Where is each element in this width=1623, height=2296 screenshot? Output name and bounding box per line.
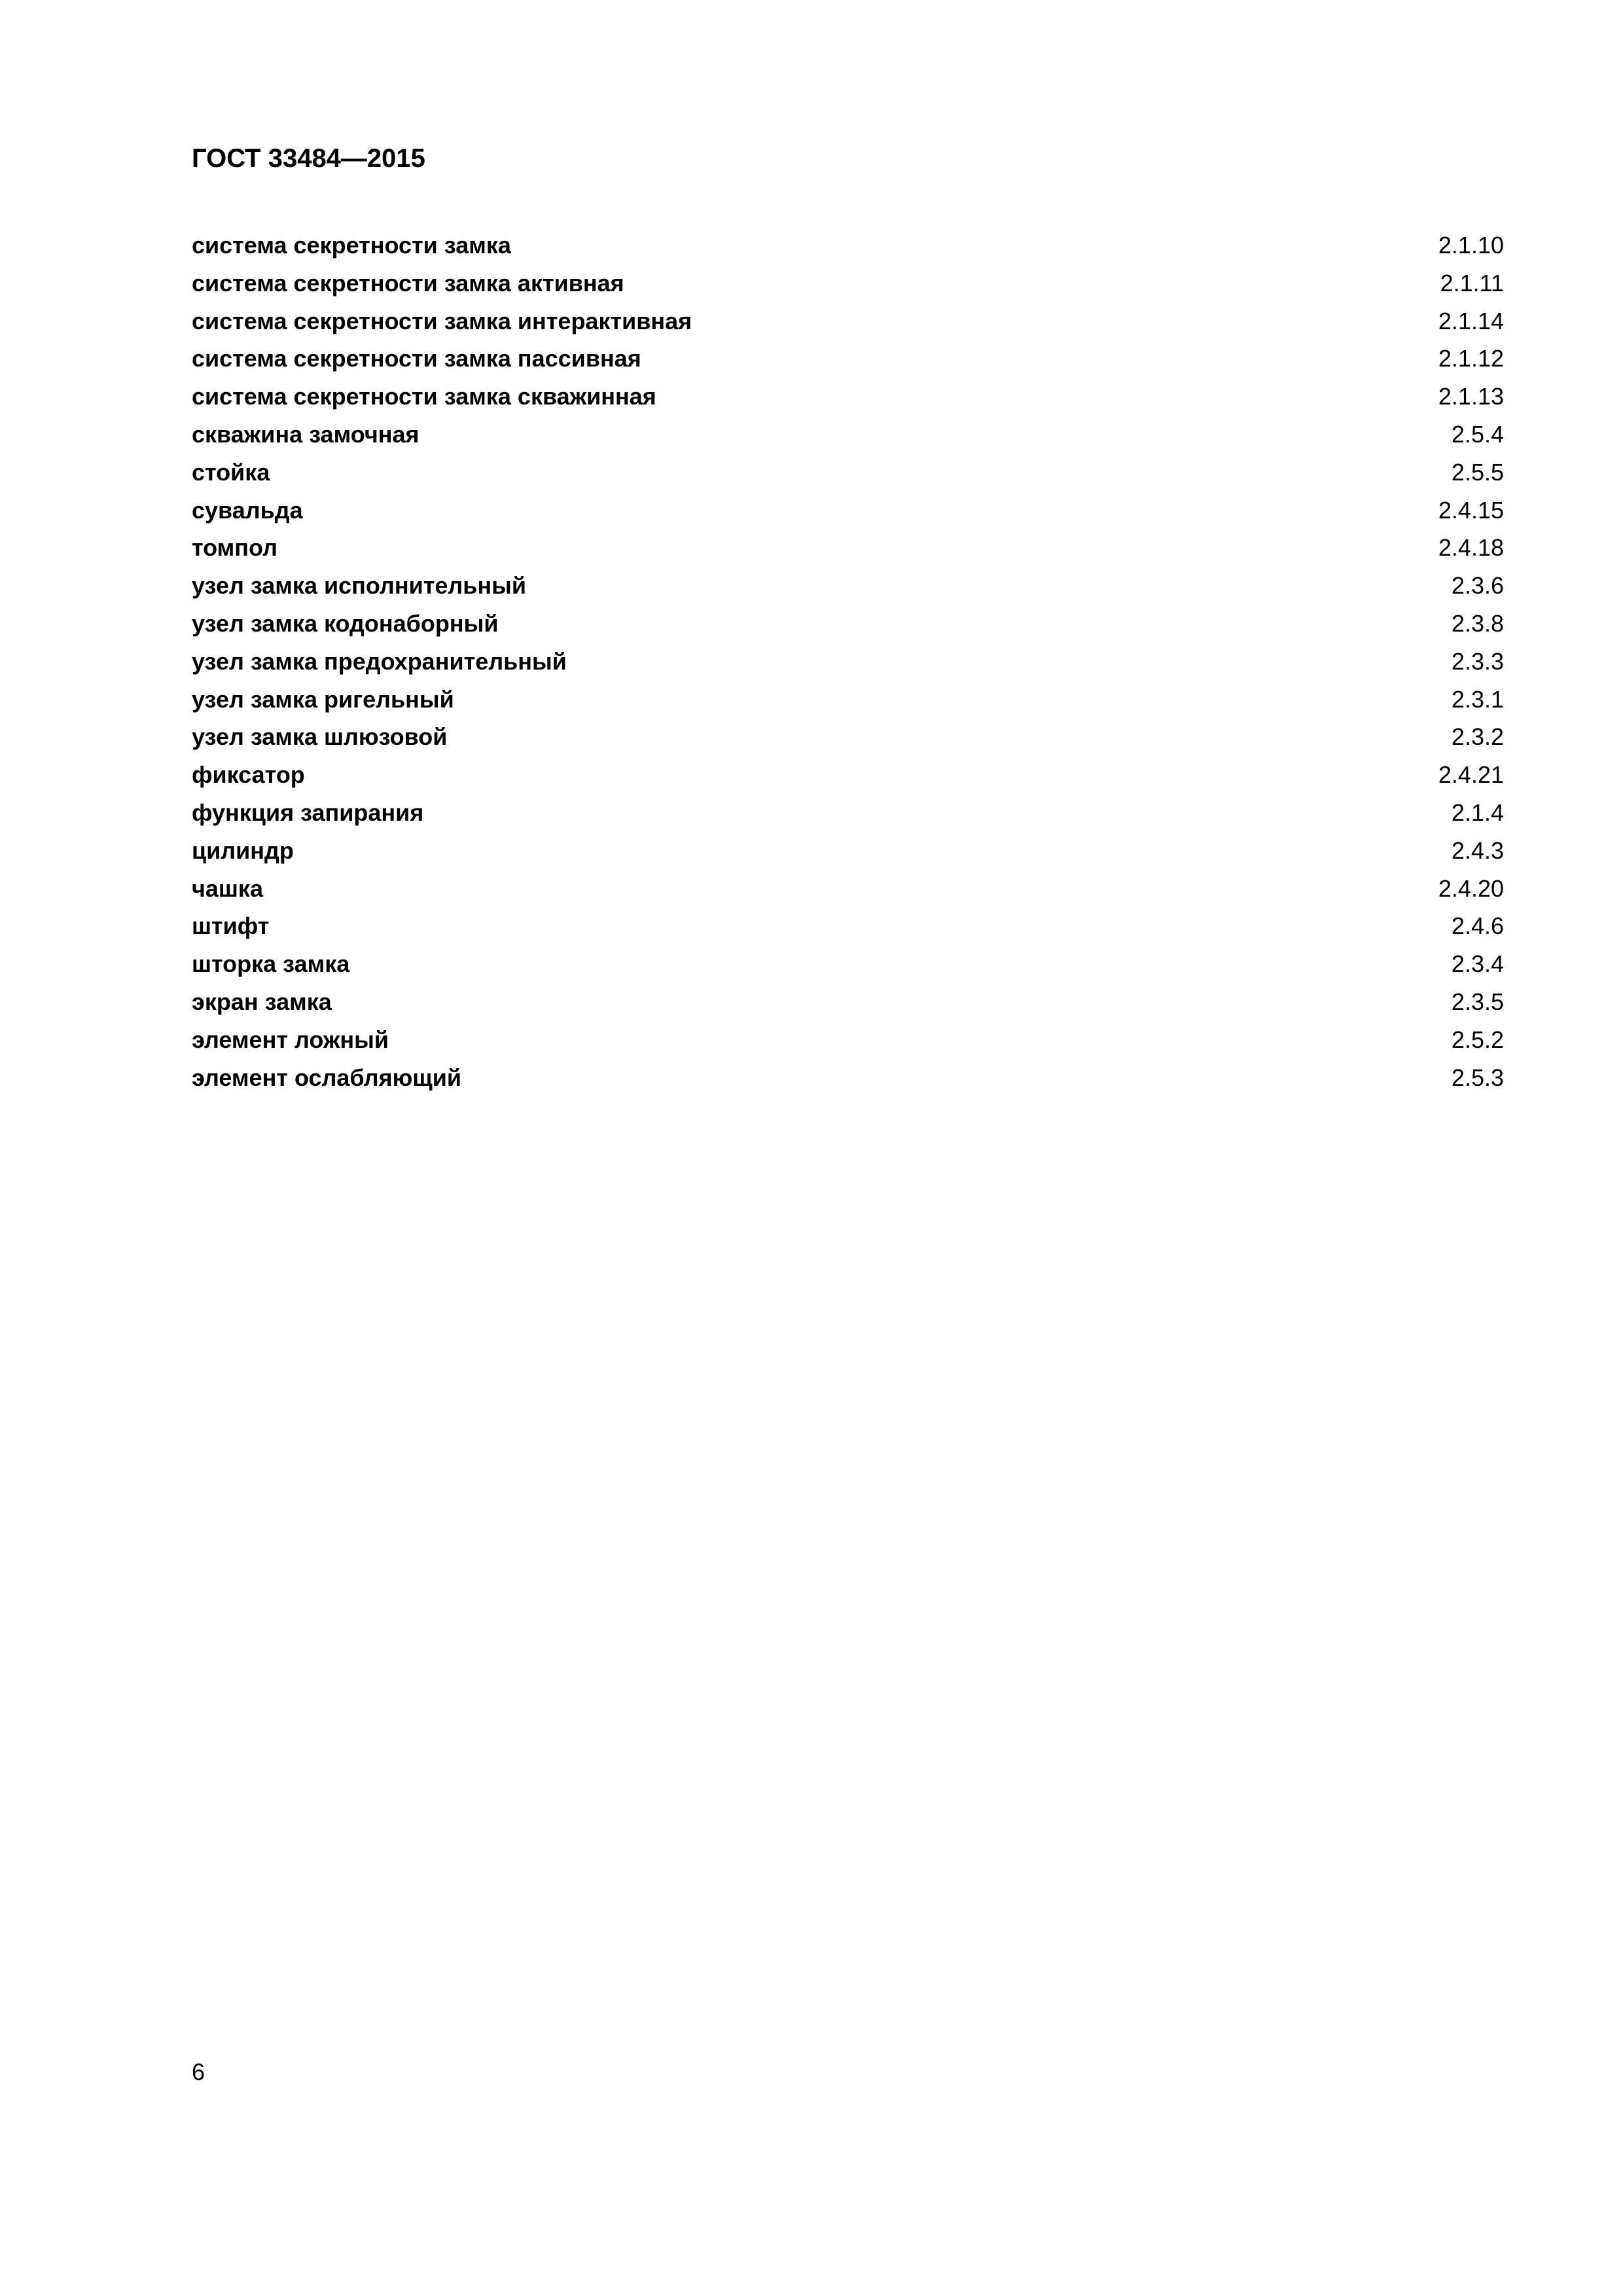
index-reference: 2.5.5 <box>1451 458 1504 486</box>
index-term: система секретности замка <box>192 232 511 259</box>
index-entry <box>192 378 1504 416</box>
index-reference: 2.1.4 <box>1451 798 1504 826</box>
index-entry <box>192 1021 1504 1059</box>
index-entry <box>192 416 1504 454</box>
index-reference: 2.4.18 <box>1438 534 1504 562</box>
alphabetical-index <box>192 226 1504 1096</box>
index-entry <box>192 529 1504 567</box>
index-entry <box>192 340 1504 378</box>
index-entry <box>192 983 1504 1021</box>
index-reference: 2.4.20 <box>1438 874 1504 902</box>
index-entry <box>192 492 1504 529</box>
index-term: узел замка кодонаборный <box>192 609 499 637</box>
index-reference: 2.3.4 <box>1451 950 1504 978</box>
index-term: штифт <box>192 912 270 940</box>
index-term: узел замка шлюзовой <box>192 723 448 751</box>
index-entry <box>192 756 1504 794</box>
index-entry <box>192 832 1504 870</box>
index-term: сувальда <box>192 496 303 524</box>
index-reference: 2.1.11 <box>1440 269 1504 296</box>
index-entry <box>192 302 1504 340</box>
index-entry <box>192 226 1504 264</box>
index-entry <box>192 567 1504 605</box>
index-entry <box>192 718 1504 756</box>
index-entry <box>192 907 1504 945</box>
index-term: элемент ложный <box>192 1026 389 1053</box>
index-term: узел замка предохранительный <box>192 647 567 675</box>
index-entry <box>192 264 1504 302</box>
index-reference: 2.4.6 <box>1451 912 1504 940</box>
index-term: фиксатор <box>192 761 305 789</box>
index-reference: 2.4.15 <box>1438 496 1504 524</box>
index-reference: 2.5.3 <box>1451 1064 1504 1091</box>
index-term: система секретности замка скважинная <box>192 383 656 410</box>
index-term: система секретности замка активная <box>192 269 624 296</box>
index-entry <box>192 454 1504 492</box>
index-entry <box>192 643 1504 681</box>
index-reference: 2.3.1 <box>1451 685 1504 713</box>
index-entry <box>192 605 1504 643</box>
index-term: элемент ослабляющий <box>192 1064 461 1091</box>
index-reference: 2.3.5 <box>1451 988 1504 1015</box>
index-entry <box>192 681 1504 719</box>
index-term: чашка <box>192 874 263 902</box>
index-term: скважина замочная <box>192 420 419 448</box>
index-entry <box>192 794 1504 832</box>
index-term: цилиндр <box>192 836 294 864</box>
index-term: стойка <box>192 458 270 486</box>
index-reference: 2.1.12 <box>1438 345 1504 372</box>
document-header: ГОСТ 33484—2015 <box>192 144 425 173</box>
index-term: система секретности замка пассивная <box>192 345 641 372</box>
index-term: система секретности замка интерактивная <box>192 307 692 334</box>
page-number: 6 <box>192 2058 205 2085</box>
index-term: узел замка исполнительный <box>192 572 526 600</box>
index-entry <box>192 945 1504 983</box>
index-term: функция запирания <box>192 798 424 826</box>
index-reference: 2.3.2 <box>1451 723 1504 751</box>
index-term: шторка замка <box>192 950 350 978</box>
index-reference: 2.1.14 <box>1438 307 1504 334</box>
index-entry <box>192 1059 1504 1097</box>
index-reference: 2.3.3 <box>1451 647 1504 675</box>
index-reference: 2.3.6 <box>1451 572 1504 600</box>
index-reference: 2.4.3 <box>1451 836 1504 864</box>
index-term: узел замка ригельный <box>192 685 454 713</box>
index-entry <box>192 870 1504 908</box>
index-term: экран замка <box>192 988 332 1015</box>
index-reference: 2.3.8 <box>1451 609 1504 637</box>
index-reference: 2.5.2 <box>1451 1026 1504 1053</box>
index-reference: 2.1.10 <box>1438 232 1504 259</box>
index-term: томпол <box>192 534 278 562</box>
index-reference: 2.1.13 <box>1438 383 1504 410</box>
index-reference: 2.5.4 <box>1451 420 1504 448</box>
index-reference: 2.4.21 <box>1438 761 1504 789</box>
